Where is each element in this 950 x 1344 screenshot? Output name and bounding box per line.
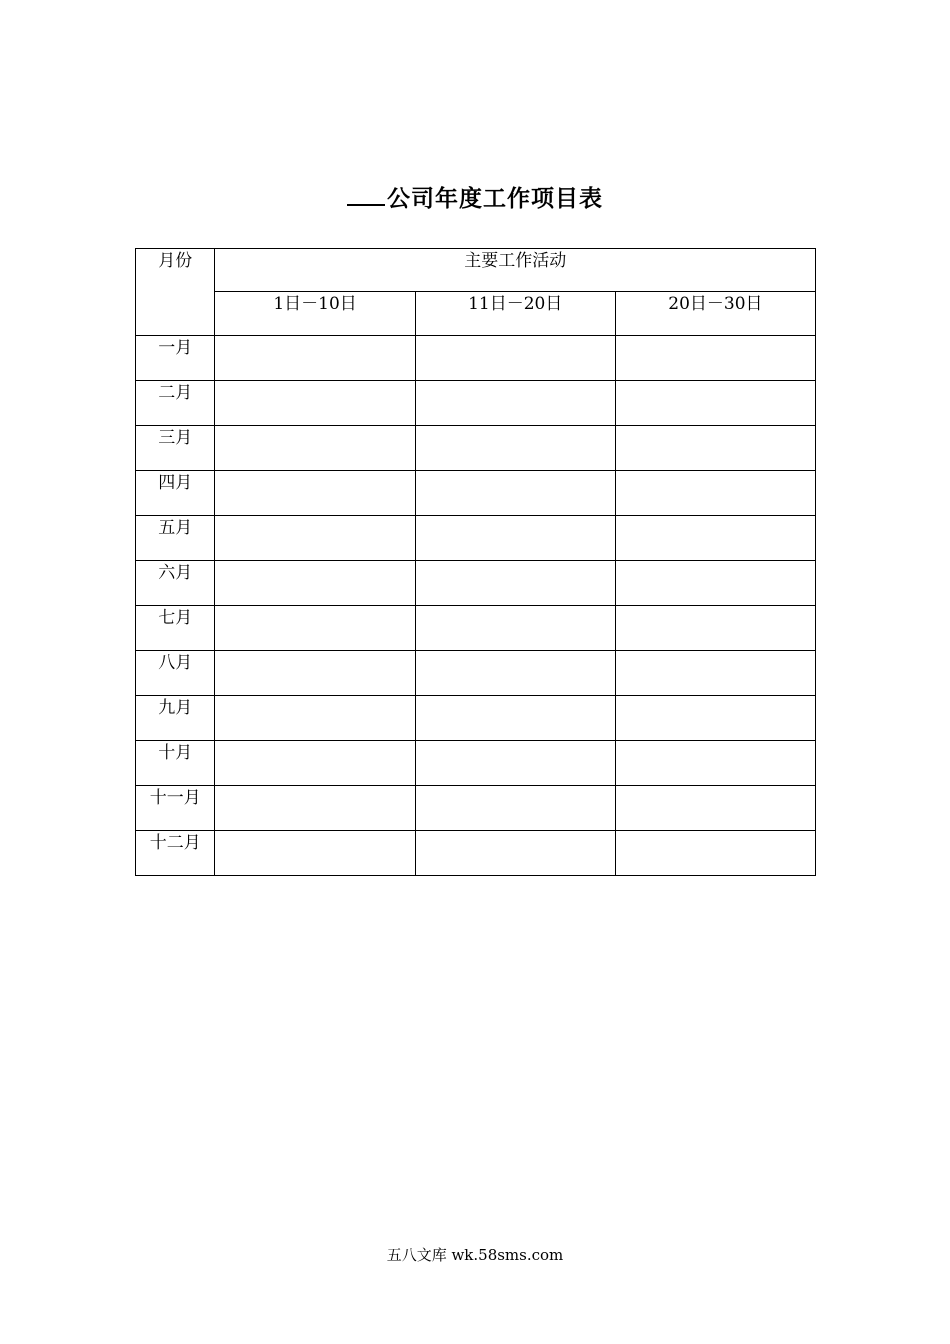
table-row: [136, 606, 816, 651]
activity-cell[interactable]: [215, 741, 415, 786]
month-cell: [136, 471, 215, 516]
footer-source: 五八文库 wk.58sms.com: [386, 1246, 564, 1264]
month-cell: [136, 381, 215, 426]
month-label: 十二月: [149, 833, 201, 853]
month-cell: [136, 651, 215, 696]
activity-cell[interactable]: [215, 786, 415, 831]
activity-cell[interactable]: [615, 831, 815, 876]
month-cell: [136, 336, 215, 381]
month-label: 六月: [158, 563, 193, 583]
table-row: [136, 561, 816, 606]
period-header-row: [136, 292, 816, 336]
month-label: 三月: [158, 428, 193, 448]
activity-cell[interactable]: [415, 606, 615, 651]
period-header-3: 20日－30日: [668, 294, 763, 314]
activity-cell[interactable]: [215, 471, 415, 516]
activity-cell[interactable]: [215, 516, 415, 561]
main-activity-header: 主要工作活动: [464, 251, 567, 271]
table-row: [136, 741, 816, 786]
table-row: [136, 471, 816, 516]
activity-cell[interactable]: [215, 336, 415, 381]
activity-cell[interactable]: [215, 381, 415, 426]
activity-cell[interactable]: [615, 786, 815, 831]
period-header-cell: [215, 292, 415, 336]
month-header: 月份: [158, 251, 193, 271]
activity-cell[interactable]: [615, 426, 815, 471]
main-activity-header-cell: [215, 249, 816, 292]
page-title: [0, 182, 950, 216]
month-label: 四月: [158, 473, 193, 493]
period-header-2: 11日－20日: [468, 294, 563, 314]
activity-cell[interactable]: [215, 426, 415, 471]
activity-cell[interactable]: [615, 606, 815, 651]
month-label: 八月: [158, 653, 193, 673]
table-row: [136, 786, 816, 831]
activity-cell[interactable]: [215, 561, 415, 606]
month-label: 二月: [158, 383, 193, 403]
month-cell: [136, 516, 215, 561]
period-header-1: 1日－10日: [273, 294, 357, 314]
period-header-cell: [415, 292, 615, 336]
activity-cell[interactable]: [615, 741, 815, 786]
activity-cell[interactable]: [415, 516, 615, 561]
activity-cell[interactable]: [615, 336, 815, 381]
activity-cell[interactable]: [415, 426, 615, 471]
title-blank-line: [347, 182, 385, 206]
activity-cell[interactable]: [615, 471, 815, 516]
table-row: [136, 516, 816, 561]
table-row: [136, 696, 816, 741]
month-cell: [136, 696, 215, 741]
month-label: 一月: [158, 338, 193, 358]
activity-cell[interactable]: [415, 336, 615, 381]
title-text: 公司年度工作项目表: [387, 186, 603, 212]
month-label: 九月: [158, 698, 193, 718]
table-row: [136, 426, 816, 471]
activity-cell[interactable]: [415, 561, 615, 606]
table-row: [136, 651, 816, 696]
period-header-cell: [615, 292, 815, 336]
activity-cell[interactable]: [615, 381, 815, 426]
month-label: 十一月: [149, 788, 201, 808]
activity-cell[interactable]: [615, 651, 815, 696]
table-header-row: [136, 249, 816, 292]
month-label: 十月: [158, 743, 193, 763]
activity-cell[interactable]: [415, 741, 615, 786]
activity-cell[interactable]: [615, 516, 815, 561]
activity-cell[interactable]: [615, 561, 815, 606]
month-label: 五月: [158, 518, 193, 538]
activity-cell[interactable]: [215, 831, 415, 876]
activity-cell[interactable]: [215, 696, 415, 741]
month-cell: [136, 831, 215, 876]
month-cell: [136, 426, 215, 471]
activity-cell[interactable]: [415, 831, 615, 876]
month-header-cell: [136, 249, 215, 336]
month-cell: [136, 786, 215, 831]
activity-cell[interactable]: [415, 786, 615, 831]
activity-cell[interactable]: [215, 651, 415, 696]
activity-cell[interactable]: [415, 696, 615, 741]
month-cell: [136, 606, 215, 651]
activity-cell[interactable]: [415, 471, 615, 516]
table-row: [136, 336, 816, 381]
month-cell: [136, 741, 215, 786]
table-row: [136, 831, 816, 876]
activity-cell[interactable]: [415, 651, 615, 696]
activity-cell[interactable]: [215, 606, 415, 651]
activity-cell[interactable]: [615, 696, 815, 741]
month-label: 七月: [158, 608, 193, 628]
month-cell: [136, 561, 215, 606]
activity-cell[interactable]: [415, 381, 615, 426]
table-row: [136, 381, 816, 426]
work-plan-table: [135, 248, 816, 876]
